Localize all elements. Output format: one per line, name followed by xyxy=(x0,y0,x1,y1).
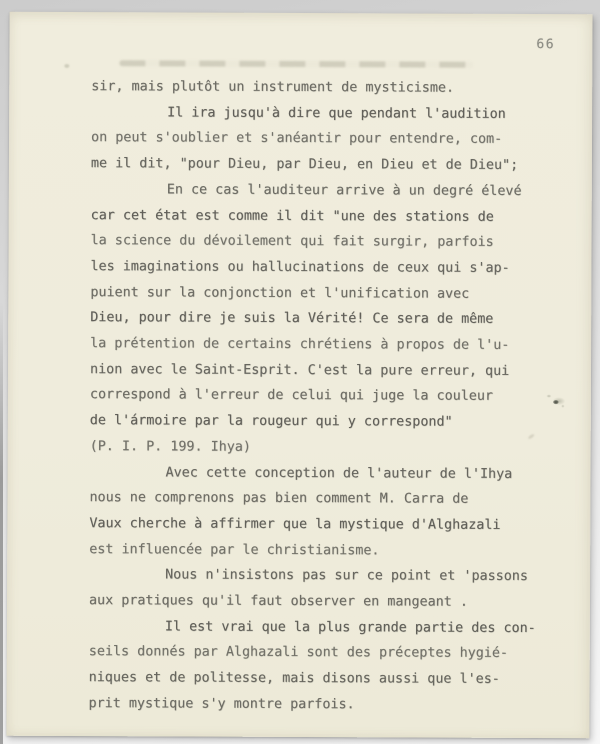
text-line: Dieu, pour dire je suis la Vérité! Ce sera de même xyxy=(90,310,494,328)
erased-text-smudge xyxy=(119,60,473,68)
text-line: (P. I. P. 199. Ihya) xyxy=(89,438,251,455)
text-line: de l'ármoire par la rougeur qui y correspond" xyxy=(89,413,453,430)
text-line: les imaginations ou hallucinations de ceux qui s'ap- xyxy=(90,259,510,276)
text-line: prit mystique s'y montre parfois. xyxy=(88,695,355,713)
page-number: 66 xyxy=(536,37,556,53)
text-line: la science du dévoilement qui fait surgir, parfois xyxy=(90,233,494,251)
paper-speck xyxy=(64,64,69,68)
text-line: Vaux cherche à affirmer que la mystique d'Alghazali xyxy=(89,516,501,533)
text-line: niques et de politesse, mais disons aussi que l'es- xyxy=(88,670,500,688)
text-line: correspond à l'erreur de celui qui juge la couleur xyxy=(89,387,494,405)
text-line: seils donnés par Alghazali sont des préceptes hygié- xyxy=(88,644,509,662)
text-line: me il dit, "pour Dieu, par Dieu, en Dieu et de Dieu"; xyxy=(90,156,519,174)
text-line: puient sur la conjonction et l'unification avec xyxy=(90,284,470,302)
text-line: Nous n'insistons pas sur ce point et 'passons xyxy=(165,567,528,585)
text-line: nion avec le Saint-Esprit. C'est la pure erreur, qui xyxy=(89,361,510,379)
text-line: est influencée par le christianisme. xyxy=(89,541,380,559)
text-line: on peut s'oublier et s'anéantir pour entendre, com- xyxy=(90,130,503,148)
document-page xyxy=(6,12,592,739)
text-line: la prétention de certains chrétiens à propos de l'u- xyxy=(90,336,510,353)
typewritten-text xyxy=(89,74,552,719)
text-line: Avec cette conception de l'auteur de l'Ihya xyxy=(165,464,513,482)
ink-blot xyxy=(544,390,566,410)
text-line: Il est vrai que la plus grande partie des con- xyxy=(164,619,536,636)
text-line: Il ira jusqu'à dire que pendant l'audition xyxy=(167,105,506,122)
text-line: aux pratiques qu'il faut observer en mangeant . xyxy=(88,593,468,610)
text-line: nous ne comprenons pas bien comment M. Carra de xyxy=(89,490,469,507)
text-line: sir, mais plutôt un instrument de mysticisme. xyxy=(91,79,455,96)
scan-edge-shadow xyxy=(0,300,3,744)
text-line: car cet état est comme il dit "une des stations de xyxy=(90,207,494,225)
text-line: En ce cas l'auditeur arrive à un degré élevé xyxy=(166,182,522,199)
